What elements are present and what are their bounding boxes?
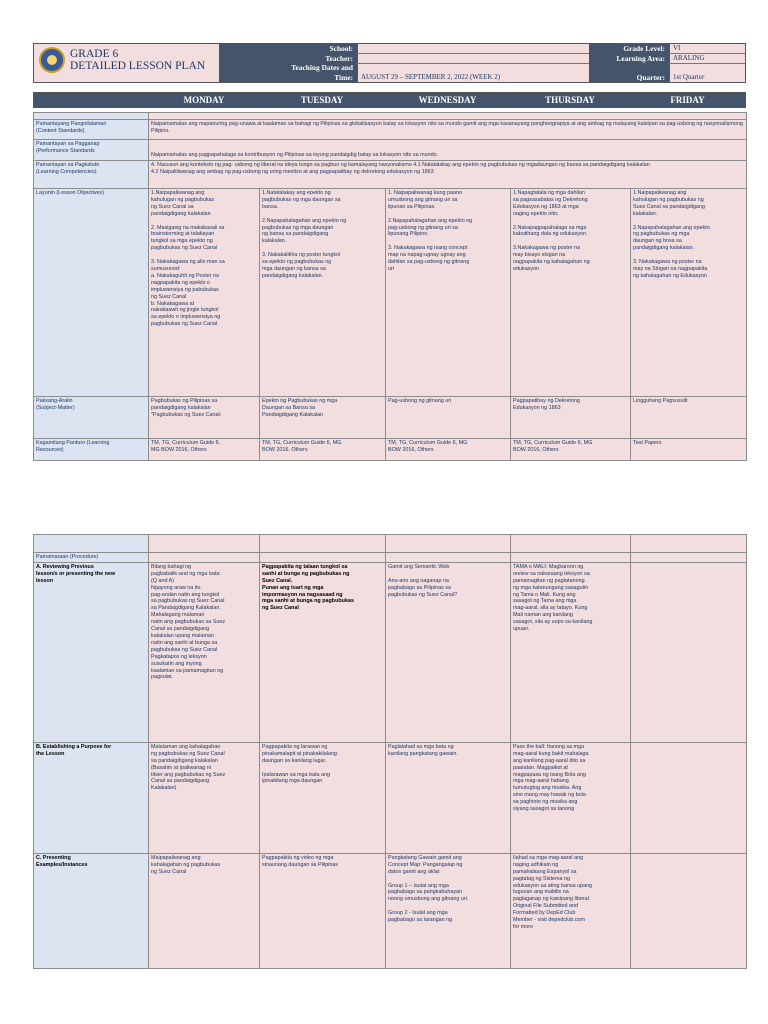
reviewing-label: A. Reviewing Previous lesson/s or presenting the new lesson <box>34 562 149 742</box>
blank-cell <box>34 113 149 120</box>
quarter-value: 1st Quarter <box>669 63 745 82</box>
reviewing-wednesday: Gamit ang Semantic Web Anu-ano ang naganap na pagbabago sa Pilipinas sa pagbubukas ng Suez Canal? <box>386 562 511 742</box>
objectives-tuesday: 1.Natatalakay ang epekto ng pagbubukas ng mga daungan sa bansa. 2.Napapahalagahan ang epekto ng pagbubukas ng mga daungan ng bansa sa pandaigdigang kalakalan. 3. Nakakalikha ng poster tungkol sa epekto ng pagbubukas ng mga daungan ng bansa sa pandaigdigang kalakalan. <box>260 189 386 397</box>
purpose-monday: Malalaman ang kahalagahan ng pagbubukas ng Suez Canal sa pandaigdigang kalakalan (Basahin at ipaliwanag ni titser ang pagbubukas ng Suez Canal sa pandaigdigang Kalakalan) <box>149 742 260 853</box>
presenting-tuesday: Pagpapakita ng video ng mga sinaunang daungan sa Pilipinas <box>260 853 386 968</box>
performance-standards-label: Pamantayan sa Pagganap (Performance Standards <box>34 140 149 161</box>
plan-title: DETAILED LESSON PLAN <box>70 60 206 72</box>
blank-cell <box>386 553 511 563</box>
learning-area-value: ARALING <box>669 54 745 64</box>
day-friday: FRIDAY <box>670 95 705 105</box>
purpose-thursday: Pass the ball: Itanong sa mga mag-aaral kung bakit mahalaga ang kanilang pag-aaral dito sa paaralan. Magpaikot at magpapasa ng isang Bola ang mga mag-aaral habang tumutugtog ang musika. Ang sino mang may hawak ng bola sa paghinto ng musika ang siyang sasagot sa tanong <box>511 742 631 853</box>
row-divider <box>669 53 745 54</box>
lesson-table-procedure <box>33 534 747 969</box>
blank-cell <box>260 535 386 553</box>
blank-cell <box>386 535 511 553</box>
reviewing-tuesday: Pagpapakita ng talaan tungkol sa sanhi at bunga ng pagbubukas ng Suez Canal. Punan ang tsart ng mga impormasyon na nagsasaad ng mga sanhi at bunga ng pagbubukas ng Suez Canal <box>260 562 386 742</box>
quarter-label: Quarter: <box>589 63 669 82</box>
objectives-monday: 1.Naipapaliwanag ang kahulugan ng pagbubukas ng Suez Canal sa pandaigdigang kalakalan 2. Masigasig na makakasali sa brainstorming at talakayan tungkol sa mga epekto ng pagbubukas ng Suez Canal 3. Nakakagawa ng alin man sa sumusunod: a. Nakakaguhit ng Poster na nagpapakita ng epekto o impluwensiya ng pabubukas ng Suez Canal b. Nakakagawa at nakakaawit ng jingle tungkol sa epekto o impluwensiya ng pagbubukas ng Suez Canal <box>149 189 260 397</box>
deped-seal-icon <box>39 47 65 73</box>
presenting-monday: Maipapaliwanag ang kahalagahan ng pagbubukas ng Suez Canal <box>149 853 260 968</box>
grade-title: GRADE 6 <box>70 48 119 60</box>
lesson-plan-header <box>33 43 746 83</box>
reviewing-friday <box>631 562 747 742</box>
grade-level-label: Grade Level: <box>589 44 669 54</box>
lesson-table-top <box>33 112 747 461</box>
blank-cell <box>511 535 631 553</box>
objectives-thursday: 1.Napagtatala ng mga dahilan sa pagsasabatas ng Dekretong Edukasyon ng 1863 at mga naging epekto nito; 2.Nakapagpapahalaga sa mga kabutihang dala ng edukasyon. 3.Nakakagawa ng poster na may bisayo slogan na nagpapakita ng kahalagahan ng edukasyon <box>511 189 631 397</box>
objectives-wednesday: 1. Naipapaliwanag kung paano umusbong ang gitnang uri sa lipunan sa Pilipinas. 2.Napapahalagahan ang epekto ng pag-usbong ng gitnang uri sa lipunang Pilipino. 3. Nakakagawa ng isang concept map na napag-ugnay ugnay ang dahilan sa pag-usbong ng gitnang uri <box>386 189 511 397</box>
purpose-label: B. Establishing a Purpose for the Lesson <box>34 742 149 853</box>
presenting-thursday: Ilahad sa mga mag-aaral ang naging adhikain ng pamahalaang Espanyol sa pagtatag ng Sistema ng edukasyon sa ating bansa upang tugunan ang mabilis na paglaganap ng kaisipang liberal. Original File Submitted and Formatted by DepEd Club Member - visit depedclub.com for more <box>511 853 631 968</box>
row-divider <box>669 63 745 64</box>
blank-cell <box>260 553 386 563</box>
blank-cell <box>149 113 747 120</box>
dates-label-2: Time: <box>219 73 357 83</box>
content-standards: Naipamamalas ang mapanuring pag-unawa at kaalaman sa bahagi ng Pilipinas sa globalisasyon batay sa lokasyon nito sa mundo gamit ang mga kasanayang pangheograpiya at ang ambag ng malayang kaisipan sa pag-usbong ng nasyonalismong Pilipino. <box>149 120 747 140</box>
day-thursday: THURSDAY <box>545 95 595 105</box>
blank-cell <box>34 535 149 553</box>
day-tuesday: TUESDAY <box>300 95 344 105</box>
subject-monday: Pagbubukas ng Pilipinas sa pandaigdigang kalakalan "Pagbubukas ng Suez Canal: <box>149 397 260 439</box>
resources-monday: TM, TG, Curriculum Guide 6, MG BOW 2016, Others <box>149 439 260 461</box>
day-wednesday: WEDNESDAY <box>418 95 477 105</box>
subject-friday: Lingguhang Pagsusulit <box>631 397 747 439</box>
blank-cell <box>511 553 631 563</box>
competencies-label: Pamantayan sa Pagkatuto (Learning Competencies) <box>34 161 149 189</box>
performance-standards: Naipamamalas ang pagpapahalaga sa kontribusyon ng Pilipinas sa isyung pandaigdig batay sa lokasyon nito sa mundo. <box>149 140 747 161</box>
purpose-wednesday: Paglalahad sa mga bata ng kanilang pangkatang gawain. <box>386 742 511 853</box>
resources-wednesday: TM, TG, Curriculum Guide 6, MG BOW 2016, Others <box>386 439 511 461</box>
grade-level-value: VI <box>669 44 745 54</box>
school-label: School: <box>219 44 357 54</box>
row-divider <box>357 53 589 54</box>
reviewing-thursday: TAMA o MALI: Magkaroon ng review sa nakaraang leksyon sa pamamagitan ng pagtatanong ng mga katanungang sasagutin ng Tama o Mali. Kung ang sasagot ng Tama ang mga mag-aaral, sila ay tatayo. Kung Mali naman ang kanilang sasagot, sila ay uupo sa kanilang upuan. <box>511 562 631 742</box>
teacher-label: Teacher: <box>219 54 357 64</box>
subject-tuesday: Epekto ng Pagbubukas ng mga Daungan sa Bansa sa Pandaigdigang Kalakalan <box>260 397 386 439</box>
presenting-label: C. Presenting Examples/Instances <box>34 853 149 968</box>
resources-thursday: TM, TG, Curriculum Guide 6, MG BOW 2016, Others <box>511 439 631 461</box>
presenting-friday <box>631 853 747 968</box>
blank-cell <box>149 535 260 553</box>
purpose-friday <box>631 742 747 853</box>
day-monday: MONDAY <box>183 95 225 105</box>
learning-competencies: 4. Nasusuri ang konteksto ng pag- usbong ng liberal na ideya tungo sa pagbuo ng kamalayang nasyonalismo 4.1 Natatalakay ang epekto ng pagbubukas ng mgadaungan ng bansa sa pandaigdigang kalakalan 4.2 Naipaliliwanag ang ambag ng pag-usbong ng uring mestizo at ang pagpapatibay ng dekretong edukasyon ng 1863 <box>149 161 747 189</box>
resources-tuesday: TM, TG, Curriculum Guide 6, MG BOW 2016, Others <box>260 439 386 461</box>
blank-cell <box>149 553 260 563</box>
title-cell <box>34 44 219 82</box>
procedure-label: Pamamaraan (Procedure) <box>34 553 149 563</box>
subject-label: Paksang-Aralin (Subject-Matter) <box>34 397 149 439</box>
objectives-label: Layunin (Lesson Objectives) <box>34 189 149 397</box>
dates-value: AUGUST 29 – SEPTEMBER 2, 2022 (WEEK 2) <box>357 63 589 82</box>
row-divider <box>357 63 589 64</box>
blank-cell <box>631 535 747 553</box>
purpose-tuesday: Pagpapakita ng larawan ng pinakamalapit at pinakakilalang daungan sa kanilang lugar. Ipalarawan sa mga bata ang ipinakitang mga daungan <box>260 742 386 853</box>
subject-thursday: Pagpapatibay ng Dekretong Edukasyon ng 1863 <box>511 397 631 439</box>
objectives-friday: 1.Naipapaliwanag ang kahulugan ng pagbubukas ng Suez Canal sa pandaigdigang kalakalan. 2.Napapahalagahan ang epekto ng pagbubukas ng mga daungan ng bnsa sa pandaigdigang kalakalan. 3. Nakakagawa ng poster na may na Slogan na nagpapakita ng kahalagahan ng Edukasyon <box>631 189 747 397</box>
blank-cell <box>631 553 747 563</box>
resources-label: Kagamitang Panturo (Learning Resources) <box>34 439 149 461</box>
presenting-wednesday: Pangkatang Gawain gamit ang Concept Map: Pangangalap ng datos gamit ang aklat Group 1 – Isulat ang mga pagbabago sa pangkabuhayan noong umusbong ang gitnang uri. Group 2 - Isulat ang mga pagbabago sa larangan ng <box>386 853 511 968</box>
learning-area-label: Learning Area: <box>589 54 669 64</box>
resources-friday: Test Papers <box>631 439 747 461</box>
content-standards-label: Pamantayang Pangnilalaman (Content Standards) <box>34 120 149 140</box>
dates-label-1: Teaching Dates and <box>219 63 357 73</box>
day-header-row <box>33 92 746 108</box>
reviewing-monday: Bilang bahagi ng pagbabalik-aral ng mga bata: (Q and A) Ngayong araw na ito pag-aralan natin ang tungkol sa pagbubukas ng Suez Canal sa Pandaigdigang Kalakalan. Mahalagang malaman natin ang pagbubukas sa Suez Canal sa pandaigdigang kalakalan upang malaman natin ang sanhi at bunga sa pagbubukas ng Suez Canal Pagkatapos ng leksyon susukatin ang inyong kaalaman sa pamamagitan ng pagsulat. <box>149 562 260 742</box>
subject-wednesday: Pag-usbong ng gitnang uri <box>386 397 511 439</box>
